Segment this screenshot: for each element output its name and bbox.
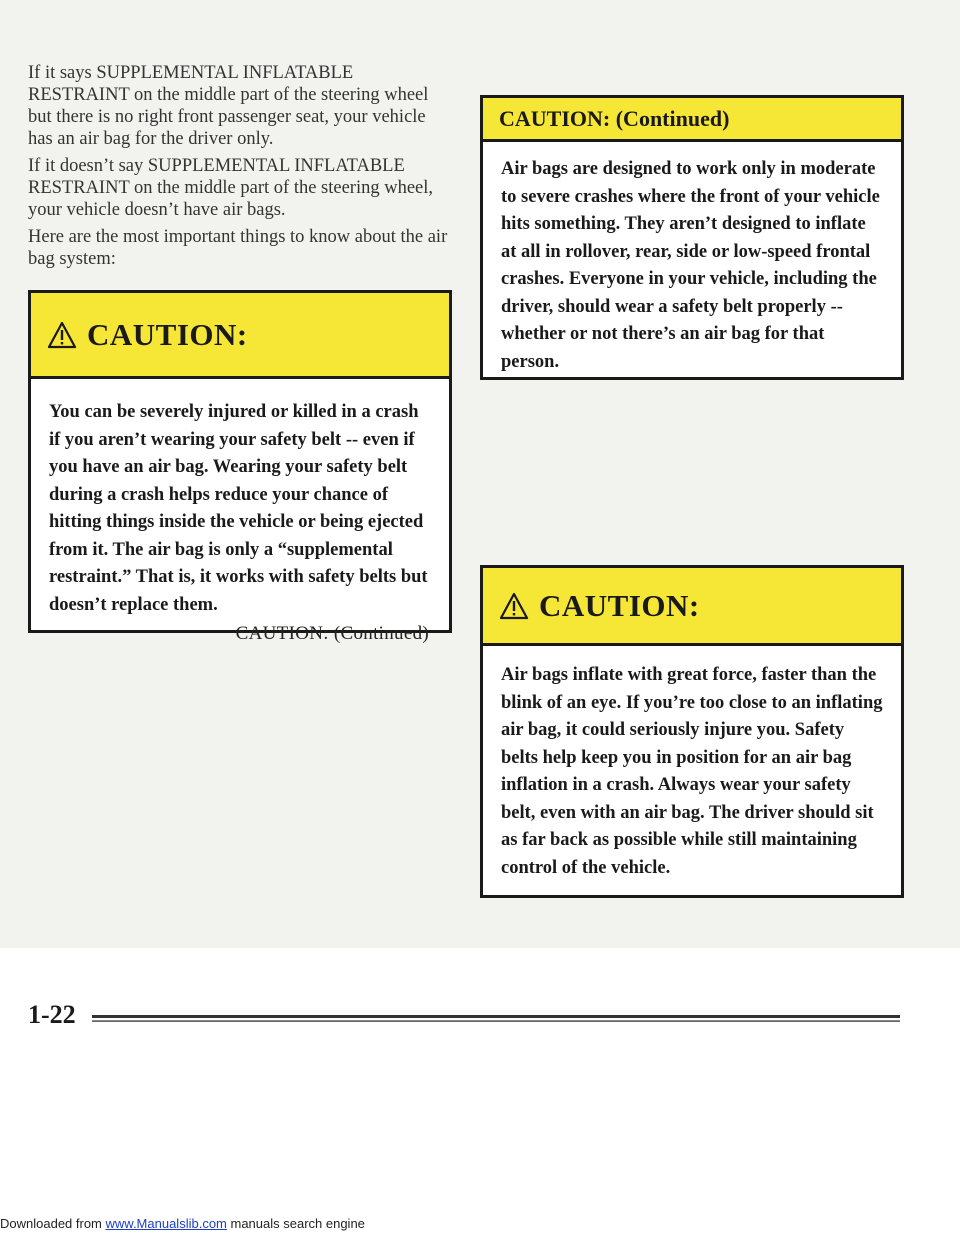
caution-box-airbag-force [480, 565, 904, 898]
caution-continued-note: CAUTION: (Continued) [235, 623, 429, 644]
manualslib-link[interactable]: www.Manualslib.com [105, 1216, 227, 1231]
warning-triangle-icon [499, 592, 529, 620]
caution-text: You can be severely injured or killed in a crash if you aren’t wearing your safety belt -- even if you have an air bag. Wearing your safety belt during a crash helps reduce your chance of hitting things inside the vehicle or being ejected from it. The air bag is only a “supplemental restraint.” That is, it works with safety belts but doesn’t replace them. [49, 402, 428, 615]
footer-prefix: Downloaded from [0, 1216, 106, 1231]
warning-triangle-icon [47, 321, 77, 349]
caution-label: CAUTION: [87, 316, 248, 352]
caution-label: CAUTION: [539, 587, 700, 623]
paragraph-important-things: Here are the most important things to know about the air bag system: [28, 227, 448, 269]
caution-text: Air bags inflate with great force, faster than the blink of an eye. If you’re too close to an inflating air bag, it could seriously injure you. Safety belts help keep you in position for an air bag inflation in a crash. Always wear your safety belt, even with an air bag. The driver should sit as far back as possible while still maintaining control of the vehicle. [501, 665, 883, 878]
caution-continued-header [483, 98, 901, 142]
caution-continued-label: CAUTION: (Continued) [499, 105, 730, 131]
paragraph-no-airbags: If it doesn’t say SUPPLEMENTAL INFLATABLE RESTRAINT on the middle part of the steering wheel, your vehicle doesn’t have air bags. [28, 156, 434, 220]
caution-header [31, 293, 449, 379]
caution-header [483, 568, 901, 646]
download-footer [0, 1216, 365, 1231]
page-number: 1-22 [28, 1000, 76, 1029]
caution-box-belt [28, 290, 452, 644]
caution-box-continued [480, 95, 904, 380]
paragraph-driver-only: If it says SUPPLEMENTAL INFLATABLE RESTRAINT on the middle part of the steering wheel but there is no right front passenger seat, your vehicle has an air bag for the driver only. [28, 63, 429, 149]
caution-continued-text: Air bags are designed to work only in moderate to severe crashes where the front of your vehicle hits something. They aren’t designed to inflate at all in rollover, rear, side or low-speed frontal crashes. Everyone in your vehicle, including the driver, should wear a safety belt properly -- whether or not there’s an air bag for that person. [501, 159, 880, 372]
footer-suffix: manuals search engine [226, 1216, 365, 1231]
footer-rule [92, 1015, 900, 1022]
